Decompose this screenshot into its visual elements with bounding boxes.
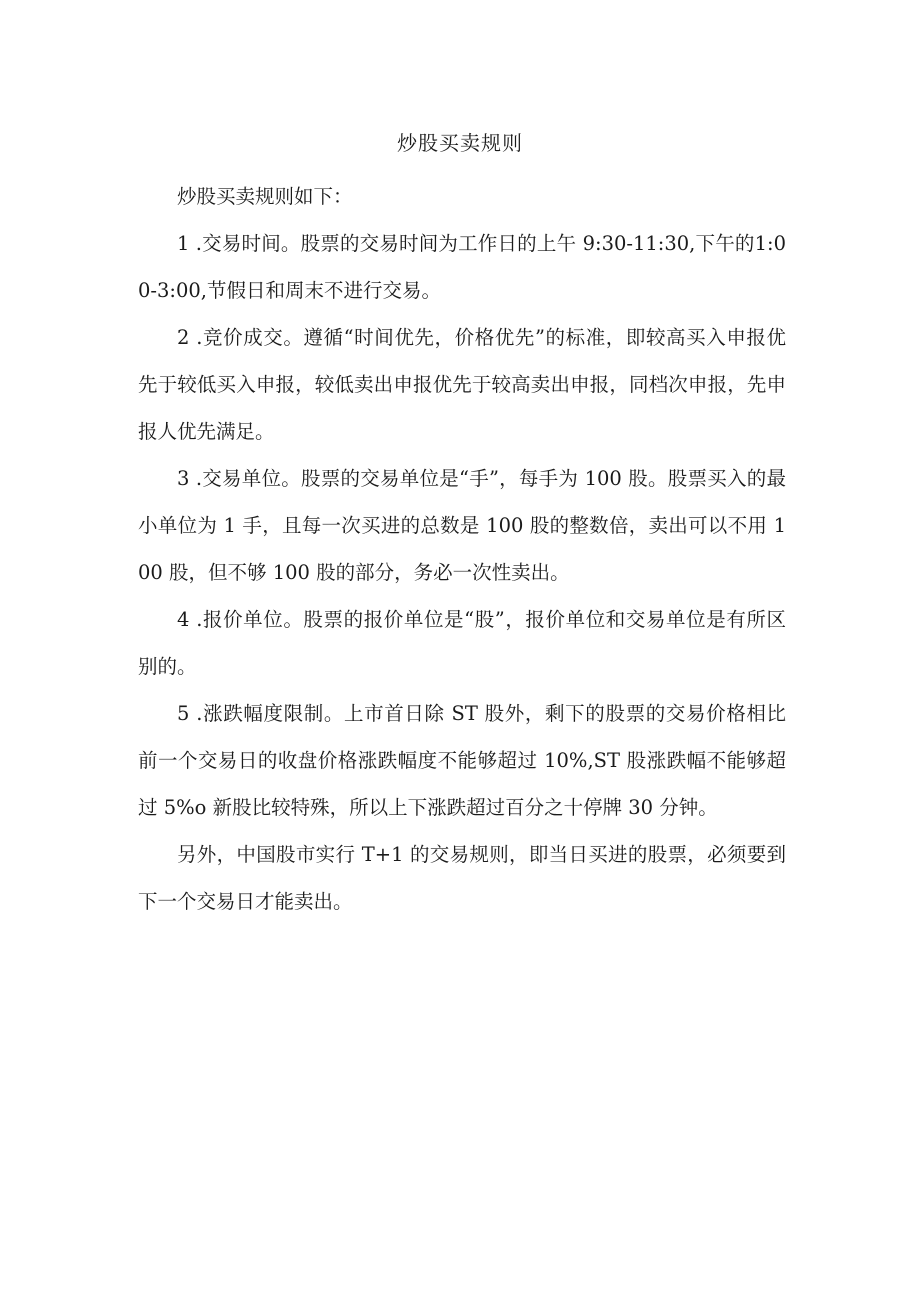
paragraph-t-plus-one: 另外，中国股市实行 T+1 的交易规则，即当日买进的股票，必须要到下一个交易日才能卖出。 [138,843,786,913]
paragraph-intro: 炒股买卖规则如下： [177,185,353,208]
paragraph-trading-hours: 1 .交易时间。股票的交易时间为工作日的上午 9:30-11:30,下午的1:00-3:00,节假日和周末不进行交易。 [138,232,786,302]
paragraph-bidding: 2 .竞价成交。遵循“时间优先，价格优先”的标准，即较高买入申报优先于较低买入申报，较低卖出申报优先于较高卖出申报，同档次申报，先申报人优先满足。 [138,326,786,443]
paragraph-trading-unit: 3 .交易单位。股票的交易单位是“手”，每手为 100 股。股票买入的最小单位为 1 手，且每一次买进的总数是 100 股的整数倍，卖出可以不用 100 股，但不够 100 股的部分，务必一次性卖出。 [138,467,786,584]
paragraph-quote-unit: 4 .报价单位。股票的报价单位是“股”，报价单位和交易单位是有所区别的。 [138,608,786,678]
document-body [138,173,786,925]
document-title: 炒股买卖规则 [397,131,523,155]
paragraph-price-limit: 5 .涨跌幅度限制。上市首日除 ST 股外，剩下的股票的交易价格相比前一个交易日的收盘价格涨跌幅度不能够超过 10%,ST 股涨跌幅不能够超过 5%o 新股比较特殊，所以上下涨跌超过百分之十停牌 30 分钟。 [138,702,786,819]
